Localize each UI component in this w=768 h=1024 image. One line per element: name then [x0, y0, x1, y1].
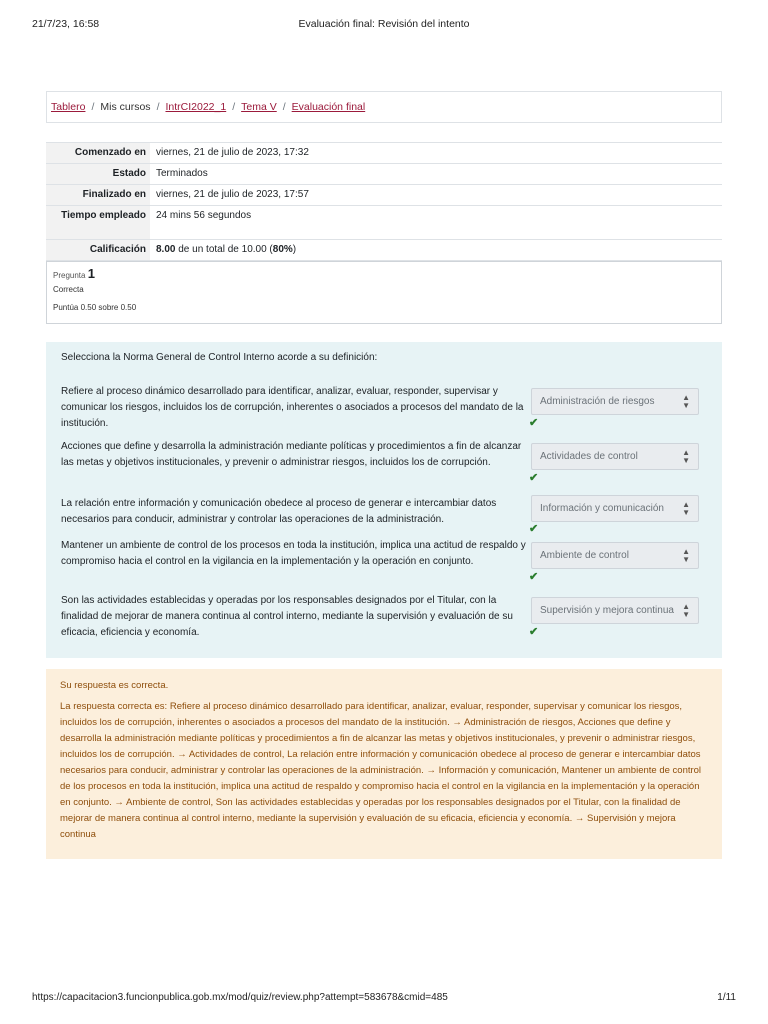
summary-row-started: [46, 143, 722, 164]
breadcrumb-item-tema[interactable]: Tema V: [241, 101, 277, 113]
breadcrumb-separator: /: [91, 101, 95, 113]
summary-value: [150, 240, 722, 261]
sort-arrows-icon: ▲ ▼: [682, 500, 690, 517]
summary-row-state: [46, 164, 722, 185]
print-footer: [32, 992, 736, 1006]
attempt-summary-table: [46, 142, 722, 261]
check-icon: ✔: [529, 571, 539, 583]
answer-select-value: Supervisión y mejora continua: [540, 605, 674, 616]
breadcrumb-separator: /: [156, 101, 160, 113]
breadcrumb-item-mis-cursos: Mis cursos: [100, 101, 151, 113]
answer-select-value: Actividades de control: [540, 451, 638, 462]
question-feedback: [46, 669, 722, 859]
question-grade: Puntúa 0.50 sobre 0.50: [53, 303, 137, 312]
breadcrumb-item-evaluacion[interactable]: Evaluación final: [291, 101, 366, 113]
sort-arrows-icon: ▲ ▼: [682, 547, 690, 564]
summary-label: Estado: [46, 164, 150, 185]
answer-select[interactable]: [531, 388, 699, 415]
answer-select-value: Administración de riesgos: [540, 396, 655, 407]
check-icon: ✔: [529, 472, 539, 484]
check-icon: ✔: [529, 417, 539, 429]
answer-select-value: Ambiente de control: [540, 550, 629, 561]
summary-label: Calificación: [46, 240, 150, 261]
question-state: Correcta: [53, 285, 84, 294]
summary-row-finished: [46, 185, 722, 206]
summary-value: viernes, 21 de julio de 2023, 17:32: [156, 147, 309, 158]
question-formulation: [46, 342, 722, 658]
sort-arrows-icon: ▲ ▼: [682, 602, 690, 619]
answer-select[interactable]: [531, 495, 699, 522]
question-text: Selecciona la Norma General de Control Interno acorde a su definición:: [61, 352, 378, 363]
question-info: [46, 261, 722, 324]
print-url: https://capacitacion3.funcionpublica.gob.mx/mod/quiz/review.php?attempt=583678&cmid=485: [32, 992, 448, 1003]
breadcrumb-separator: /: [232, 101, 236, 113]
summary-value: Terminados: [156, 168, 208, 179]
answer-select[interactable]: [531, 597, 699, 624]
breadcrumb: [46, 91, 722, 123]
question-number: [53, 266, 715, 281]
question-number-value: 1: [87, 266, 95, 281]
answer-select[interactable]: [531, 542, 699, 569]
question-label: Pregunta: [53, 271, 86, 280]
breadcrumb-item-tablero[interactable]: Tablero: [51, 101, 86, 113]
answer-select-value: Información y comunicación: [540, 503, 664, 514]
print-header: [32, 18, 736, 32]
summary-row-grade: [46, 240, 722, 261]
sort-arrows-icon: ▲ ▼: [682, 393, 690, 410]
grade-total: de un total de 10.00 (: [175, 244, 273, 255]
grade-score: 8.00: [156, 244, 176, 255]
breadcrumb-item-course[interactable]: IntrCI2022_1: [165, 101, 227, 113]
summary-row-time: [46, 206, 722, 240]
print-page-number: 1/11: [717, 992, 736, 1003]
print-title: Evaluación final: Revisión del intento: [298, 18, 470, 30]
answer-select[interactable]: [531, 443, 699, 470]
grade-percent: 80%: [272, 244, 293, 255]
sort-arrows-icon: ▲ ▼: [682, 448, 690, 465]
summary-label: Finalizado en: [46, 185, 150, 206]
match-stem: La relación entre información y comunicación obedece al proceso de generar e intercambiar datos necesarios para conducir, administrar y controlar las operaciones de la administración.: [61, 498, 497, 525]
breadcrumb-separator: /: [282, 101, 286, 113]
match-stem: Son las actividades establecidas y operadas por los responsables designados por el Titular, con la finalidad de mejorar de manera continua al control interno, mediante la supervisión y evaluación de su eficacia, eficiencia y economía.: [61, 595, 513, 638]
match-stem: Mantener un ambiente de control de los procesos en toda la institución, implica una actitud de respaldo y compromiso hacia el control en la vigilancia en la implementación y la operación en conjunto.: [61, 540, 526, 567]
check-icon: ✔: [529, 626, 539, 638]
summary-label: Comenzado en: [46, 143, 150, 164]
summary-value: 24 mins 56 segundos: [156, 210, 252, 221]
print-date: 21/7/23, 16:58: [32, 18, 100, 30]
feedback-right-answer: La respuesta correcta es: Refiere al proceso dinámico desarrollado para identificar, analizar, evaluar, responder, supervisar y comunicar los riesgos, incluidos los de corrupción, inherentes o asociados a procesos del mandato de la institución. → Administración de riesgos, Acciones que define y desarrolla la administración mediante políticas y procedimientos a fin de alcanzar las metas y objetivos institucionales, y prevenir o administrar riesgos, incluidos los de corrupción. → Actividades de control, La relación entre información y comunicación obedece al proceso de generar e intercambiar datos necesarios para conducir, administrar y controlar las operaciones de la administración. → Información y comunicación, Mantener un ambiente de control de los procesos en toda la institución, implica una actitud de respaldo y compromiso hacia el control en la vigilancia en la implementación y la operación en conjunto. → Ambiente de control, Son las actividades establecidas y operadas por los responsables designados por el Titular, con la finalidad de mejorar de manera continua al control interno, mediante la supervisión y evaluación de su eficacia, eficiencia y economía. → Supervisión y mejora continua: [60, 701, 702, 840]
feedback-result: Su respuesta es correcta.: [60, 680, 169, 691]
grade-close: ): [292, 244, 297, 255]
match-stem: Acciones que define y desarrolla la administración mediante políticas y procedimientos a fin de alcanzar las metas y objetivos institucionales, y prevenir o administrar riesgos, incluidos los de corrupción.: [61, 441, 522, 468]
check-icon: ✔: [529, 523, 539, 535]
summary-value: viernes, 21 de julio de 2023, 17:57: [156, 189, 309, 200]
summary-label: Tiempo empleado: [46, 206, 150, 240]
match-stem: Refiere al proceso dinámico desarrollado para identificar, analizar, evaluar, responder, supervisar y comunicar los riesgos, incluidos los de corrupción, inherentes o asociados a procesos del mandato de la institución.: [61, 386, 524, 429]
